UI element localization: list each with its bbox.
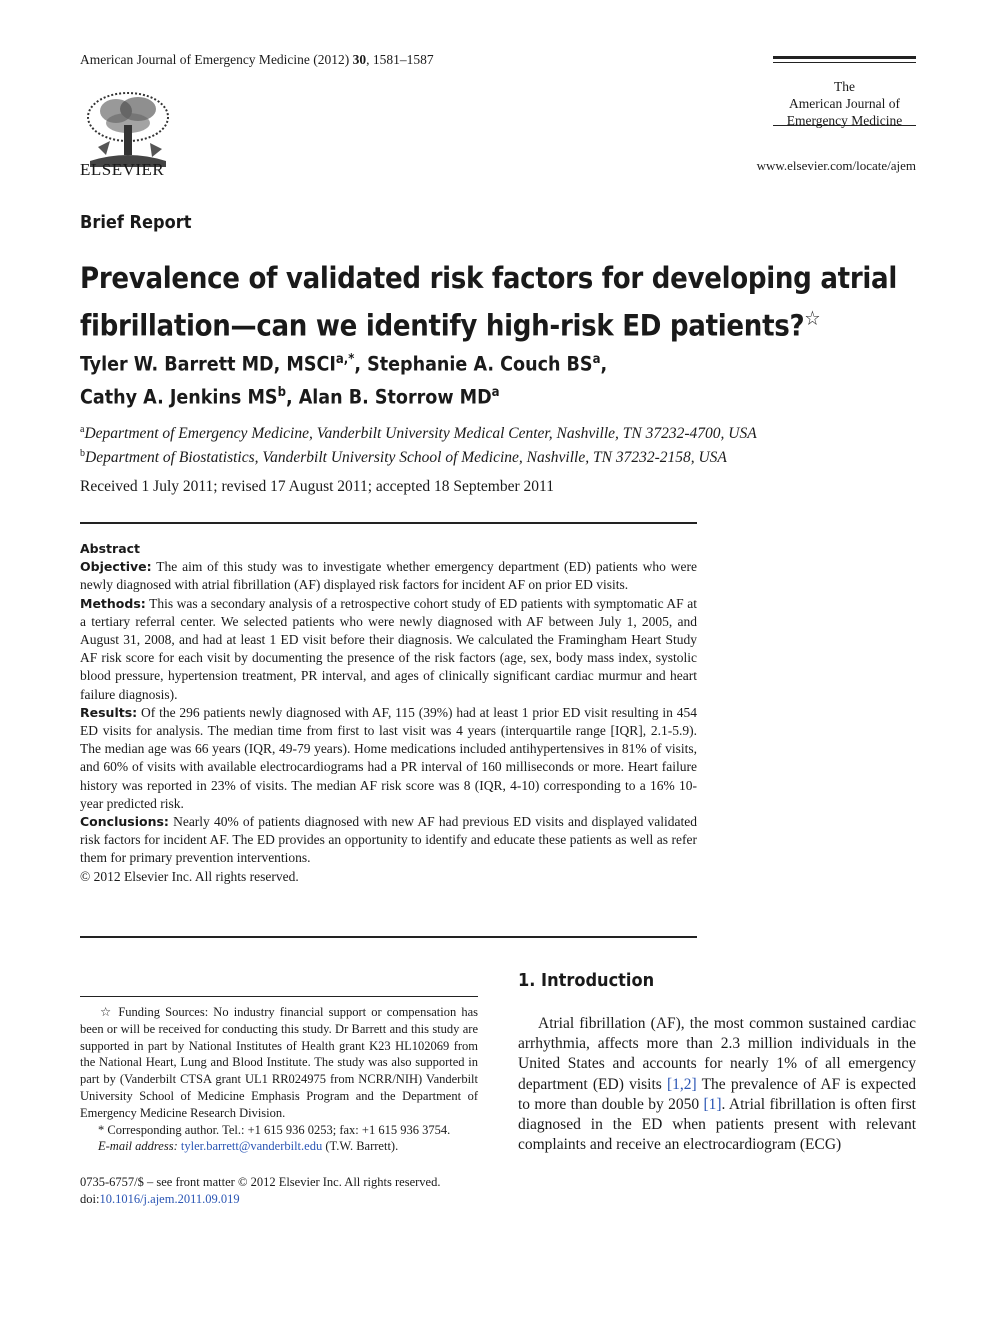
masthead-rule-top [773,56,916,59]
author-separator: , [285,385,299,408]
doi-label: doi: [80,1192,100,1206]
abstract-objective [80,558,697,594]
abstract-heading: Abstract [80,541,141,556]
journal-name-line2: American Journal of [789,96,900,111]
corresponding-footnote [80,1122,478,1139]
objective-text: The aim of this study was to investigate whether emergency department (ED) patients who were newly diagnosed with atrial fibrillation (AF) displayed risk factors for incident AF on prior ED visits. [80,559,697,593]
affiliation-text: Department of Emergency Medicine, Vanderbilt University Medical Center, Nashville, TN 37232-4700, USA [84,425,757,443]
affiliation-mark: b [80,448,85,460]
affiliation-mark: a [80,424,85,435]
intro-text-part: . Atrial fibrillation is often first diagnosed in the ED when patients present with relevant complaints and receive an electrocardiogram (ECG) [518,1095,916,1154]
front-matter [80,1174,478,1208]
footnote-rule [80,996,478,997]
author-affil-mark[interactable]: a,* [335,352,355,367]
affiliation-text: Department of Biostatistics, Vanderbilt University School of Medicine, Nashville, TN 37232-2158, USA [85,449,727,467]
publisher-logo-text: ELSEVIER [80,160,165,179]
conclusions-text: Nearly 40% of patients diagnosed with new AF had previous ED visits and displayed validated risk factors for incident AF. The ED provides an opportunity to identify and educate these patients as well as refer them for primary prevention interventions. [80,814,698,866]
journal-url[interactable]: www.elsevier.com/locate/ajem [756,158,916,173]
footnote-mark: * [98,1122,105,1137]
author-name[interactable]: Stephanie A. Couch BS [367,352,593,376]
objective-label: Objective: [80,559,152,575]
corresponding-text: Corresponding author. Tel.: +1 615 936 0253; fax: +1 615 936 3754. [107,1122,451,1137]
journal-name-line3: Emergency Medicine [786,113,903,128]
journal-name-line1: The [834,79,855,94]
masthead-rule-thin [773,62,916,63]
title-line1: Prevalence of validated risk factors for developing atrial [80,261,897,295]
affiliation [80,444,940,468]
article-title [80,258,940,346]
citation-link[interactable]: [1] [703,1095,722,1113]
journal-name [773,78,916,129]
section-label: Brief Report [80,212,192,233]
email-footnote [80,1138,478,1155]
author-list [80,346,780,411]
issn-line: 0735-6757/$ – see front matter © 2012 Elsevier Inc. All rights reserved. [80,1175,441,1189]
journal-masthead [773,56,916,126]
abstract-methods [80,595,697,704]
methods-label: Methods: [80,595,146,611]
email-suffix: (T.W. Barrett). [322,1139,399,1154]
author-affil-mark[interactable]: a [592,352,601,367]
title-line2: fibrillation—can we identify high-risk ED patients? [80,308,805,343]
methods-text: This was a secondary analysis of a retrospective cohort study of ED patients with symptomatic AF at a tertiary referral center. We selected patients who were newly diagnosed with AF between July 1, 2005, and August 31, 2008, and had at least 1 ED visit before their diagnosis. We calculated the Framingham Heart Study AF risk score for each visit by documenting the presence of the risk factors (age, sex, body mass index, systolic blood pressure, hypertension treatment, PR interval, and ages of clinically significant cardiac murmur and heart failure diagnosis). [80,595,697,702]
introduction-body [518,1014,916,1155]
title-note-mark[interactable]: ☆ [804,306,821,330]
abstract-conclusions [80,813,697,868]
introduction-heading: 1. Introduction [518,970,655,991]
intro-text-part: The prevalence of AF is expected to more than double by 2050 [518,1075,916,1113]
citation-volume: 30 [352,52,367,67]
citation-text: American Journal of Emergency Medicine (2012) [80,52,353,67]
email-link[interactable]: tyler.barrett@vanderbilt.edu [180,1139,323,1154]
abstract-copyright: © 2012 Elsevier Inc. All rights reserved. [80,868,299,884]
abstract-rule-bottom [80,936,697,938]
results-label: Results: [80,704,138,720]
author-separator: , [354,352,368,376]
author-name[interactable]: Alan B. Storrow MD [298,385,492,408]
abstract-rule-top [80,522,697,524]
funding-text: Funding Sources: No industry financial support or compensation has been or will be received for conducting this study. Dr Barrett and this study are supported in part by National Institutes of Health grant K23 HL102069 from the National Heart, Lung and Blood Institute. The study was also supported in part by (Vanderbilt CTSA grant UL1 RR024975 from NCRR/NIH) Vanderbilt University School of Medicine Emphasis Program and the Department of Emergency Medicine Research Division. [80,1005,478,1120]
abstract-results [80,704,697,813]
author-separator: , [600,352,608,376]
citation-pages: , 1581–1587 [366,52,434,67]
abstract [80,540,697,886]
funding-footnote [80,1004,478,1122]
journal-citation [80,52,434,68]
doi-link[interactable]: 10.1016/j.ajem.2011.09.019 [99,1192,240,1206]
affiliation [80,420,940,444]
author-affil-mark[interactable]: a [491,384,500,400]
results-text: Of the 296 patients newly diagnosed with AF, 115 (39%) had at least 1 prior ED visit resulting in 454 ED visits for analysis. The median time from first to last visit was 4 years (interquartile range [IQR], 2.1-5.9). The median age was 66 years (IQR, 49-79 years). Home medications included antihypertensives in 81% of visits, and 60% of visits with available electrocardiograms had a PR interval of 160 milliseconds or more. Heart failure history was reported in 23% of visits. The median AF risk score was 8 (IQR, 4-10) corresponding to a 16% 10-year predicted risk. [80,704,698,811]
footnote-mark: ☆ [98,1005,114,1019]
author-name[interactable]: Cathy A. Jenkins MS [80,385,278,408]
affiliations [80,420,940,468]
intro-text-part: Atrial fibrillation (AF), the most common sustained cardiac arrhythmia, affects more than 2.3 million individuals in the United States and accounts for nearly 1% of all emergency department (ED) visits [518,1015,916,1093]
conclusions-label: Conclusions: [80,814,169,830]
article-dates: Received 1 July 2011; revised 17 August 2011; accepted 18 September 2011 [80,478,554,495]
footnotes [80,1004,478,1155]
author-name[interactable]: Tyler W. Barrett MD, MSCI [80,352,336,376]
email-label: E-mail address: [98,1139,178,1154]
author-affil-mark[interactable]: b [277,384,286,400]
citation-link[interactable]: [1,2] [666,1075,697,1093]
